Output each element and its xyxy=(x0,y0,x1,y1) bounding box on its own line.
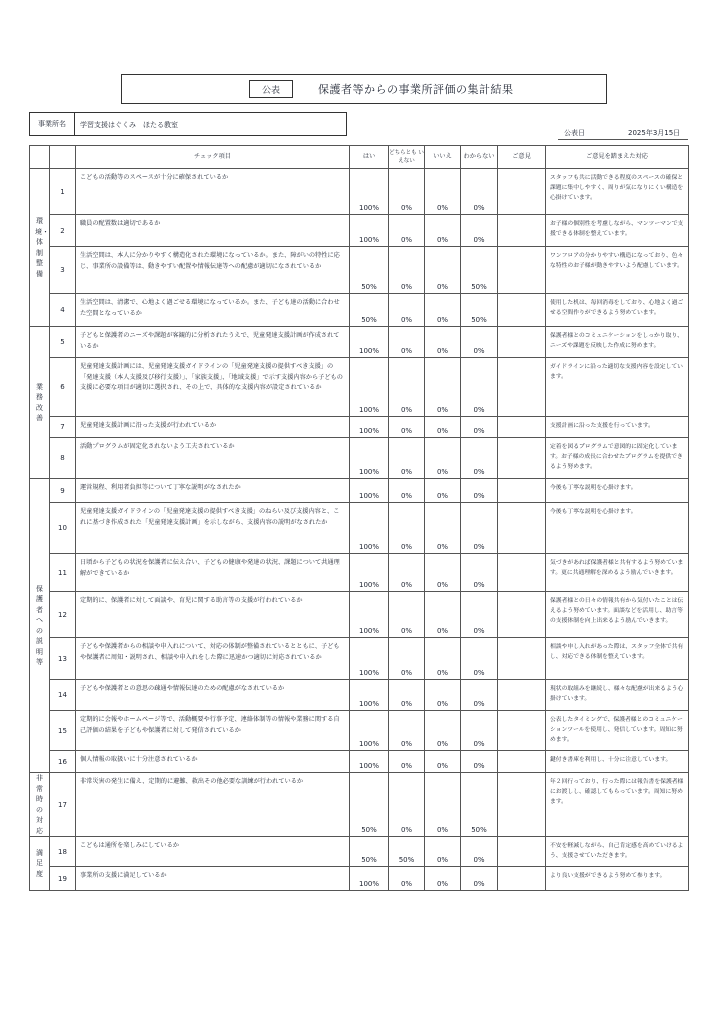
check-item: 活動プログラムが固定化されないよう工夫されているか xyxy=(76,438,350,479)
response-text: より良い支援ができるよう努めて参ります。 xyxy=(546,867,689,891)
check-item: 生活空間は、本人に分かりやすく構造化された環境になっているか。また、障がいの特性に応じ、事業所の設備等は、動きやすい配置や情報伝達等への配慮が適切になされているか xyxy=(76,247,350,294)
table-row xyxy=(30,247,689,294)
opinion-text xyxy=(498,554,546,592)
opinion-text xyxy=(498,358,546,417)
table-header-row xyxy=(30,146,689,169)
table-row xyxy=(30,327,689,358)
row-number: 13 xyxy=(50,638,76,680)
row-number: 14 xyxy=(50,680,76,711)
response-text: 相談や申し入れがあった際は、スタッフ全体で共有し、対応できる体制を整えています。 xyxy=(546,638,689,680)
no-percent: 0% xyxy=(425,711,461,751)
opinion-text xyxy=(498,773,546,837)
unknown-percent: 0% xyxy=(461,837,498,867)
yes-percent: 100% xyxy=(350,215,389,247)
row-number: 11 xyxy=(50,554,76,592)
opinion-text xyxy=(498,592,546,638)
unknown-percent: 0% xyxy=(461,215,498,247)
neither-percent: 0% xyxy=(389,554,425,592)
yes-percent: 100% xyxy=(350,592,389,638)
response-text: 今後も丁寧な説明を心掛けます。 xyxy=(546,479,689,503)
no-percent: 0% xyxy=(425,503,461,554)
response-text: 現状の取組みを継続し、様々な配慮が出来るよう心掛けています。 xyxy=(546,680,689,711)
header-number xyxy=(50,146,76,169)
no-percent: 0% xyxy=(425,247,461,294)
opinion-text xyxy=(498,417,546,438)
unknown-percent: 0% xyxy=(461,867,498,891)
header-response: ご意見を踏まえた対応 xyxy=(546,146,689,169)
table-row xyxy=(30,638,689,680)
table-row xyxy=(30,503,689,554)
opinion-text xyxy=(498,680,546,711)
unknown-percent: 0% xyxy=(461,327,498,358)
header-category xyxy=(30,146,50,169)
unknown-percent: 0% xyxy=(461,438,498,479)
check-item: 児童発達支援ガイドラインの「児童発達支援の提供すべき支援」のねらい及び支援内容と、これに基づき作成された「児童発達支援計画」を示しながら、支援内容の説明がなされたか xyxy=(76,503,350,554)
row-number: 2 xyxy=(50,215,76,247)
opinion-text xyxy=(498,711,546,751)
row-number: 16 xyxy=(50,751,76,773)
header-check-item: チェック項目 xyxy=(76,146,350,169)
office-name: 学習支援はぐくみ ほたる教室 xyxy=(80,121,178,129)
response-text: 不安を軽減しながら、自己肯定感を高めていけるよう、支援させていただきます。 xyxy=(546,837,689,867)
category-label: 環境・体制整備 xyxy=(35,217,49,278)
table-row xyxy=(30,417,689,438)
unknown-percent: 0% xyxy=(461,592,498,638)
response-text: 定着を図るプログラムで意図的に固定化しています。お子様の成長に合わせたプログラムを提供できるよう努めます。 xyxy=(546,438,689,479)
office-label: 事業所名 xyxy=(30,113,75,135)
row-number: 6 xyxy=(50,358,76,417)
table-row xyxy=(30,554,689,592)
row-number: 5 xyxy=(50,327,76,358)
category-cell xyxy=(30,169,50,327)
yes-percent: 100% xyxy=(350,638,389,680)
unknown-percent: 0% xyxy=(461,169,498,215)
neither-percent: 0% xyxy=(389,867,425,891)
row-number: 7 xyxy=(50,417,76,438)
opinion-text xyxy=(498,503,546,554)
unknown-percent: 0% xyxy=(461,417,498,438)
check-item: こどもの活動等のスペースが十分に確保されているか xyxy=(76,169,350,215)
table-row xyxy=(30,358,689,417)
neither-percent: 0% xyxy=(389,438,425,479)
category-label: 保護者への説明等 xyxy=(36,584,43,666)
unknown-percent: 0% xyxy=(461,751,498,773)
opinion-text xyxy=(498,438,546,479)
neither-percent: 0% xyxy=(389,680,425,711)
no-percent: 0% xyxy=(425,294,461,327)
yes-percent: 100% xyxy=(350,711,389,751)
table-row xyxy=(30,169,689,215)
neither-percent: 0% xyxy=(389,773,425,837)
row-number: 3 xyxy=(50,247,76,294)
publish-date-label: 公表日 xyxy=(564,129,585,137)
check-item: 子どもや保護者との意思の疎通や情報伝達のための配慮がなされているか xyxy=(76,680,350,711)
category-cell xyxy=(30,479,50,773)
check-item: 定期的に会報やホームページ等で、活動概要や行事予定、連絡体制等の情報や業務に関する自己評価の結果を子どもや保護者に対して発信されているか xyxy=(76,711,350,751)
no-percent: 0% xyxy=(425,438,461,479)
row-number: 1 xyxy=(50,169,76,215)
table-row xyxy=(30,680,689,711)
neither-percent: 50% xyxy=(389,837,425,867)
unknown-percent: 50% xyxy=(461,247,498,294)
opinion-text xyxy=(498,638,546,680)
table-row xyxy=(30,592,689,638)
yes-percent: 100% xyxy=(350,680,389,711)
yes-percent: 50% xyxy=(350,837,389,867)
page-title: 保護者等からの事業所評価の集計結果 xyxy=(318,83,514,96)
yes-percent: 100% xyxy=(350,438,389,479)
no-percent: 0% xyxy=(425,327,461,358)
row-number: 10 xyxy=(50,503,76,554)
opinion-text xyxy=(498,867,546,891)
row-number: 15 xyxy=(50,711,76,751)
category-cell xyxy=(30,327,50,479)
no-percent: 0% xyxy=(425,215,461,247)
no-percent: 0% xyxy=(425,479,461,503)
row-number: 19 xyxy=(50,867,76,891)
opinion-text xyxy=(498,247,546,294)
header-no: いいえ xyxy=(425,146,461,169)
public-badge: 公表 xyxy=(249,80,293,98)
unknown-percent: 0% xyxy=(461,503,498,554)
check-item: 個人情報の取扱いに十分注意されているか xyxy=(76,751,350,773)
yes-percent: 50% xyxy=(350,247,389,294)
yes-percent: 100% xyxy=(350,503,389,554)
table-row xyxy=(30,438,689,479)
check-item: 事業所の支援に満足しているか xyxy=(76,867,350,891)
table-row xyxy=(30,751,689,773)
check-item: 職員の配置数は適切であるか xyxy=(76,215,350,247)
check-item: 定期的に、保護者に対して面談や、育児に関する助言等の支援が行われているか xyxy=(76,592,350,638)
check-item: 児童発達支援計画に沿った支援が行われているか xyxy=(76,417,350,438)
yes-percent: 100% xyxy=(350,751,389,773)
category-label: 満足度 xyxy=(36,848,43,878)
no-percent: 0% xyxy=(425,751,461,773)
table-body xyxy=(30,169,689,891)
check-item: 非常災害の発生に備え、定期的に避難、救出その他必要な訓練が行われているか xyxy=(76,773,350,837)
response-text: 公表したタイミングで、保護者様とのコミュニケーションツールを使用し、発信しています。周知に努めます。 xyxy=(546,711,689,751)
category-cell xyxy=(30,837,50,891)
response-text: 保護者様とのコミュニケーションをしっかり取り、ニーズや課題を反映した作成に努めます。 xyxy=(546,327,689,358)
no-percent: 0% xyxy=(425,638,461,680)
unknown-percent: 0% xyxy=(461,680,498,711)
neither-percent: 0% xyxy=(389,503,425,554)
yes-percent: 100% xyxy=(350,169,389,215)
yes-percent: 100% xyxy=(350,554,389,592)
category-label: 非常時の対応 xyxy=(36,774,43,835)
header-unknown: わからない xyxy=(461,146,498,169)
office-box xyxy=(29,112,347,136)
no-percent: 0% xyxy=(425,169,461,215)
opinion-text xyxy=(498,837,546,867)
response-text: 気づきがあれば保護者様と共有するよう努めています。更に共通理解を深めるよう励んでいきます。 xyxy=(546,554,689,592)
check-item: 日頃から子どもの状況を保護者に伝え合い、子どもの健康や発達の状況、課題について共通理解ができているか xyxy=(76,554,350,592)
opinion-text xyxy=(498,479,546,503)
no-percent: 0% xyxy=(425,554,461,592)
unknown-percent: 50% xyxy=(461,773,498,837)
yes-percent: 100% xyxy=(350,479,389,503)
evaluation-table xyxy=(29,145,689,891)
neither-percent: 0% xyxy=(389,215,425,247)
table-row xyxy=(30,711,689,751)
category-label: 業務改善 xyxy=(36,382,43,422)
neither-percent: 0% xyxy=(389,247,425,294)
check-item: 児童発達支援計画には、児童発達支援ガイドラインの「児童発達支援の提供すべき支援」の「発達支援（本人支援及び移行支援）」、「家族支援」、「地域支援」で示す支援内容から子どもの支援に必要な項目が適切に選択され、その上で、具体的な支援内容が設定されているか xyxy=(76,358,350,417)
row-number: 8 xyxy=(50,438,76,479)
check-item: 生活空間は、清潔で、心地よく過ごせる環境になっているか。また、子ども達の活動に合わせた空間となっているか xyxy=(76,294,350,327)
neither-percent: 0% xyxy=(389,417,425,438)
no-percent: 0% xyxy=(425,417,461,438)
opinion-text xyxy=(498,169,546,215)
table-row xyxy=(30,867,689,891)
opinion-text xyxy=(498,215,546,247)
opinion-text xyxy=(498,327,546,358)
response-text: 年２回行っており、行った際には報告書を保護者様にお渡しし、確認してもらっています。周知に努めます。 xyxy=(546,773,689,837)
response-text: 鍵付き書庫を利用し、十分に注意しています。 xyxy=(546,751,689,773)
no-percent: 0% xyxy=(425,680,461,711)
row-number: 9 xyxy=(50,479,76,503)
response-text: ガイドラインに沿った適切な支援内容を設定しています。 xyxy=(546,358,689,417)
table-row xyxy=(30,215,689,247)
row-number: 4 xyxy=(50,294,76,327)
row-number: 12 xyxy=(50,592,76,638)
no-percent: 0% xyxy=(425,773,461,837)
neither-percent: 0% xyxy=(389,711,425,751)
unknown-percent: 0% xyxy=(461,358,498,417)
response-text: 使用した机は、毎回消毒をしており、心地よく過ごせる空間作りができるよう努めています。 xyxy=(546,294,689,327)
check-item: 子どもと保護者のニーズや課題が客観的に分析されたうえで、児童発達支援計画が作成されているか xyxy=(76,327,350,358)
neither-percent: 0% xyxy=(389,294,425,327)
no-percent: 0% xyxy=(425,867,461,891)
response-text: 今後も丁寧な説明を心掛けます。 xyxy=(546,503,689,554)
neither-percent: 0% xyxy=(389,479,425,503)
header-neither: どちらとも いえない xyxy=(389,146,425,169)
neither-percent: 0% xyxy=(389,751,425,773)
header-yes: はい xyxy=(350,146,389,169)
publish-date-underline xyxy=(558,139,688,140)
table-row xyxy=(30,773,689,837)
yes-percent: 100% xyxy=(350,417,389,438)
unknown-percent: 0% xyxy=(461,554,498,592)
unknown-percent: 0% xyxy=(461,711,498,751)
no-percent: 0% xyxy=(425,837,461,867)
table-row xyxy=(30,294,689,327)
response-text: 保護者様との日々の情報共有から気付いたことは伝えるよう努めています。面談などを活用し、助言等の支援体制を向上出来るよう励んでいきます。 xyxy=(546,592,689,638)
yes-percent: 100% xyxy=(350,867,389,891)
response-text: ワンフロアの分かりやすい構造になっており、色々な特性のお子様が動きやすいよう配慮しています。 xyxy=(546,247,689,294)
table-row xyxy=(30,837,689,867)
unknown-percent: 0% xyxy=(461,638,498,680)
response-text: お子様の個別性を考慮しながら、マンツーマンで支援できる体制を整えています。 xyxy=(546,215,689,247)
row-number: 18 xyxy=(50,837,76,867)
yes-percent: 50% xyxy=(350,773,389,837)
opinion-text xyxy=(498,751,546,773)
check-item: 運営規程、利用者負担等について丁寧な説明がなされたか xyxy=(76,479,350,503)
neither-percent: 0% xyxy=(389,169,425,215)
response-text: 支援計画に沿った支援を行っています。 xyxy=(546,417,689,438)
neither-percent: 0% xyxy=(389,592,425,638)
title-box xyxy=(121,74,607,104)
neither-percent: 0% xyxy=(389,327,425,358)
yes-percent: 100% xyxy=(350,358,389,417)
yes-percent: 50% xyxy=(350,294,389,327)
unknown-percent: 0% xyxy=(461,479,498,503)
row-number: 17 xyxy=(50,773,76,837)
neither-percent: 0% xyxy=(389,638,425,680)
check-item: こどもは通所を楽しみにしているか xyxy=(76,837,350,867)
no-percent: 0% xyxy=(425,358,461,417)
category-cell xyxy=(30,773,50,837)
publish-date-value: 2025年3月15日 xyxy=(628,129,681,137)
no-percent: 0% xyxy=(425,592,461,638)
table-row xyxy=(30,479,689,503)
check-item: 子どもや保護者からの相談や申入れについて、対応の体制が整備されているとともに、子どもや保護者に周知・説明され、相談や申入れをした際に迅速かつ適切に対応されているか xyxy=(76,638,350,680)
header-opinion: ご意見 xyxy=(498,146,546,169)
unknown-percent: 50% xyxy=(461,294,498,327)
response-text: スタッフも共に活動できる程度のスペースの確保と課題に集中しやすく、周りが気になりにくい構造を心掛けています。 xyxy=(546,169,689,215)
opinion-text xyxy=(498,294,546,327)
yes-percent: 100% xyxy=(350,327,389,358)
neither-percent: 0% xyxy=(389,358,425,417)
